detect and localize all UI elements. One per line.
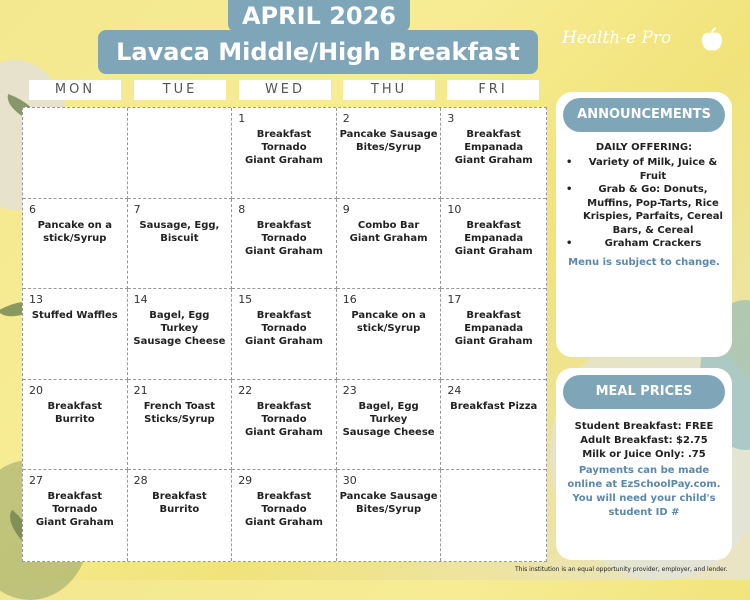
calendar-day-cell (128, 108, 233, 199)
menu-item: Pancake Sausage Bites/Syrup (339, 491, 438, 516)
calendar-day-cell (337, 108, 442, 199)
meal-prices-panel (556, 368, 732, 560)
calendar-day-cell (128, 470, 233, 561)
menu-item: Breakfast Tornado Giant Graham (245, 219, 323, 257)
day-number: 1 (238, 112, 246, 125)
menu-item: Breakfast Empanada Giant Graham (454, 129, 533, 166)
list-item: • Variety of Milk, Juice & Fruit (562, 156, 726, 183)
day-number: 22 (238, 383, 253, 397)
calendar-day-cell (337, 470, 442, 561)
calendar-day-cell (232, 289, 337, 380)
calendar-day-cell (23, 199, 128, 290)
calendar-day-cell (128, 380, 233, 471)
day-number: 6 (29, 202, 36, 216)
calendar-day-cell (232, 199, 337, 290)
menu-change-note: Menu is subject to change. (568, 257, 720, 268)
calendar-day-cell (337, 289, 442, 380)
day-header-wed: WED (239, 80, 331, 100)
brand-logo-text: Health-e Pro (562, 28, 672, 48)
meal-prices-title: MEAL PRICES (563, 375, 725, 409)
menu-item: Breakfast Tornado Giant Graham (245, 310, 323, 348)
calendar-day-cell (441, 470, 546, 561)
list-item: • Grab & Go: Donuts, Muffins, Pop-Tarts, Rice Krispies, Parfaits, Cereal Bars, & Cereal (562, 183, 726, 237)
menu-item: Breakfast Tornado Giant Graham (245, 491, 323, 529)
menu-item: Bagel, Egg Turkey Sausage Cheese (342, 400, 435, 438)
menu-item: French Toast Sticks/Syrup (143, 400, 216, 425)
footer-disclaimer: This institution is an equal opportunity provider, employer, and lender. (515, 566, 728, 573)
menu-item: Breakfast Empanada Giant Graham (454, 219, 533, 257)
calendar-day-cell (441, 289, 546, 380)
menu-item: Bagel, Egg Turkey Sausage Cheese (133, 310, 226, 348)
menu-item: Stuffed Waffles (31, 310, 118, 322)
calendar-day-cell (232, 108, 337, 199)
day-number: 8 (238, 202, 246, 216)
day-number: 28 (133, 474, 148, 488)
day-header-fri: FRI (447, 80, 539, 100)
day-number: 3 (447, 112, 455, 125)
day-number: 30 (342, 474, 357, 488)
day-number: 23 (342, 383, 357, 397)
day-number: 21 (133, 383, 148, 397)
calendar-day-cell (337, 380, 442, 471)
menu-item: Breakfast Pizza (450, 400, 538, 412)
day-number: 7 (133, 202, 141, 216)
list-item: • Graham Crackers (562, 237, 726, 251)
calendar-day-cell (23, 380, 128, 471)
day-header-mon: MON (29, 80, 121, 100)
announcements-title: ANNOUNCEMENTS (563, 98, 725, 132)
daily-offering-heading: DAILY OFFERING: (595, 142, 693, 153)
day-header-thu: THU (343, 80, 435, 100)
calendar-day-cell (337, 199, 442, 290)
menu-item: Pancake on a stick/Syrup (351, 310, 426, 335)
daily-offering-list (562, 156, 726, 251)
day-number: 20 (29, 383, 43, 397)
calendar-day-cell (232, 470, 337, 561)
calendar-day-cell (128, 199, 233, 290)
day-number: 27 (29, 474, 43, 488)
menu-item: Combo Bar Giant Graham (349, 219, 428, 244)
day-number: 15 (238, 293, 253, 307)
menu-item: Breakfast Tornado Giant Graham (245, 400, 323, 438)
day-number: 16 (342, 293, 357, 307)
day-number: 17 (447, 293, 462, 307)
page-title: Lavaca Middle/High Breakfast (98, 30, 538, 74)
menu-item: Breakfast Tornado Giant Graham (245, 129, 323, 166)
menu-item: Pancake on a stick/Syrup (37, 219, 113, 244)
calendar-day-cell (441, 380, 546, 471)
menu-item: Breakfast Burrito (152, 491, 207, 516)
menu-item: Breakfast Burrito (47, 400, 103, 425)
calendar-day-cell (23, 470, 128, 561)
calendar-day-cell (23, 289, 128, 380)
menu-item: Breakfast Tornado Giant Graham (35, 491, 114, 529)
calendar-day-cell (232, 380, 337, 471)
day-number: 14 (133, 293, 148, 307)
day-number: 9 (342, 202, 350, 216)
menu-item: Breakfast Empanada Giant Graham (454, 310, 533, 348)
calendar-day-cell (128, 289, 233, 380)
month-title: APRIL 2026 (228, 0, 410, 32)
calendar-day-cell (441, 199, 546, 290)
milk-juice-price: Milk or Juice Only: .75 (582, 449, 706, 460)
calendar-day-cell (441, 108, 546, 199)
day-number: 10 (447, 202, 462, 216)
student-price: Student Breakfast: FREE (574, 421, 714, 432)
calendar-grid (22, 107, 547, 562)
day-number: 2 (342, 112, 350, 125)
calendar-day-cell (23, 108, 128, 199)
day-header-tue: TUE (134, 80, 226, 100)
apple-icon (700, 27, 724, 53)
payment-info: Payments can be made online at EzSchoolPay.com. You will need your child's student ID # (567, 465, 721, 518)
day-number: 24 (447, 383, 462, 397)
menu-item: Sausage, Egg, Biscuit (139, 219, 220, 244)
day-number: 29 (238, 474, 253, 488)
menu-item: Pancake Sausage Bites/Syrup (339, 129, 438, 153)
announcements-panel (556, 92, 732, 357)
day-number: 13 (29, 293, 43, 307)
adult-price: Adult Breakfast: $2.75 (580, 435, 708, 446)
